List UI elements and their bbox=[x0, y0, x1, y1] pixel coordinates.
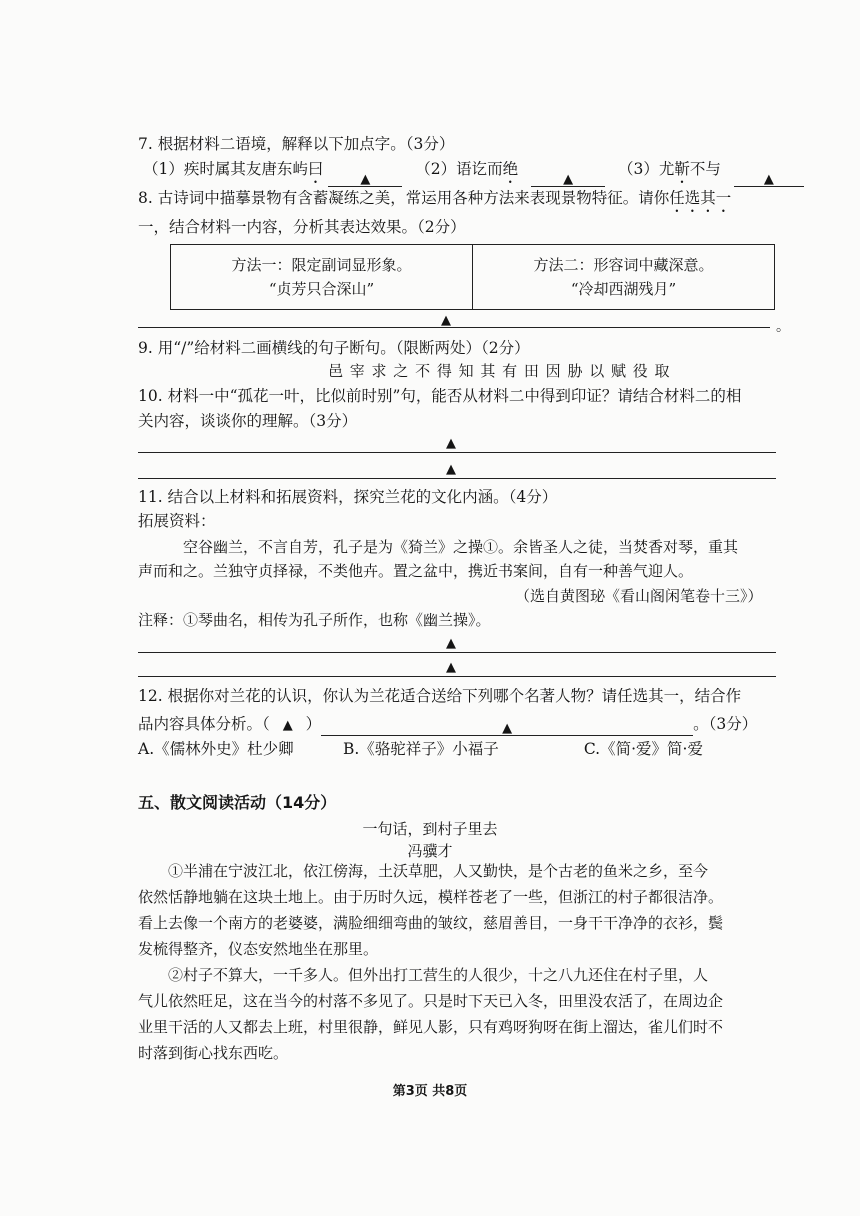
q7-item2-dot-char: 绝 bbox=[502, 160, 519, 178]
q10-answer-triangle-icon-1: ▲ bbox=[446, 436, 456, 451]
q11-stem: 11. 结合以上材料和拓展资料，探究兰花的文化内涵。（4分） bbox=[138, 488, 558, 506]
q8-method2-title: 方法二：形容词中藏深意。 bbox=[533, 256, 714, 274]
essay-paragraph-1 bbox=[138, 858, 778, 962]
p1-line: ①半浦在宁波江北，依江傍海，土沃草肥，人又勤快，是个古老的鱼米之乡，至今 bbox=[168, 862, 709, 880]
q11-answer-line-2[interactable] bbox=[138, 676, 776, 677]
p2-line: 气儿依然旺足，这在当今的村落不多见了。只是时下天已入冬，田里没农活了，在周边企 bbox=[138, 992, 724, 1010]
q12-line2-prefix: 品内容具体分析。（ bbox=[138, 715, 270, 733]
p2-line: ②村子不算大，一千多人。但外出打工营生的人很少，十之八九还住在村子里，人 bbox=[168, 966, 709, 984]
q8-emphasis: 任选其一 bbox=[669, 189, 732, 207]
answer-triangle-icon: ▲ bbox=[563, 172, 574, 187]
q12-line2-suffix: 。（3分） bbox=[693, 715, 758, 733]
q7-item3-prefix: （3）尤 bbox=[618, 160, 675, 178]
q11-ext-label: 拓展资料： bbox=[138, 512, 216, 530]
q10-answer-line-2[interactable] bbox=[138, 478, 776, 479]
q7-items bbox=[143, 159, 804, 187]
q11-answer-triangle-icon-1: ▲ bbox=[446, 636, 456, 651]
p1-line: 发梳得整齐，仪态安然地坐在那里。 bbox=[138, 940, 379, 958]
answer-triangle-icon: ▲ bbox=[763, 172, 774, 187]
p1-line: 看上去像一个南方的老婆婆，满脸细细弯曲的皱纹，慈眉善目，一身干干净净的衣衫，鬓 bbox=[138, 914, 724, 932]
q8-end-mark: 。 bbox=[776, 319, 790, 335]
q8-line1-text: 8. 古诗词中描摹景物有含蓄凝练之美，常运用各种方法来表现景物特征。请你 bbox=[138, 189, 670, 207]
q7-item1-dot-char: 曰 bbox=[307, 160, 324, 178]
q10-line1: 10. 材料一中“孤花一叶，比似前时别”句，能否从材料二中得到印证？请结合材料二的相 bbox=[138, 387, 742, 405]
q8-line1 bbox=[138, 188, 731, 216]
answer-triangle-icon: ▲ bbox=[360, 172, 371, 187]
q8-answer-line[interactable] bbox=[138, 327, 770, 328]
q11-ext-line2: 声而和之。兰独守贞择禄，不类他卉。置之盆中，携近书案间，自有一种善气迎人。 bbox=[138, 562, 694, 580]
q7-stem: 7. 根据材料二语境，解释以下加点字。（3分） bbox=[138, 135, 455, 153]
q12-line2 bbox=[138, 714, 757, 736]
q7-item3-dot-char: 靳 bbox=[674, 160, 690, 178]
q7-item2-prefix: （2）语讫而 bbox=[415, 160, 503, 178]
q7-item3-suffix: 不与 bbox=[689, 160, 721, 178]
page-footer: 第3页 共8页 bbox=[392, 1084, 468, 1099]
q7-item1-prefix: （1）疾时属其友唐东屿 bbox=[143, 160, 308, 178]
q10-answer-line-1[interactable] bbox=[138, 452, 776, 453]
q12-option-a: A.《儒林外史》杜少卿 bbox=[138, 740, 294, 758]
q11-answer-line-1[interactable] bbox=[138, 652, 776, 653]
q11-note: 注释：①琴曲名，相传为孔子所作，也称《幽兰操》。 bbox=[138, 611, 491, 629]
q7-answer-blank-3[interactable] bbox=[734, 168, 804, 187]
q12-options bbox=[138, 739, 703, 759]
section5-heading: 五、散文阅读活动（14分） bbox=[138, 793, 337, 812]
q9-stem: 9. 用“/”给材料二画横线的句子断句。（限断两处）（2分） bbox=[138, 339, 530, 357]
essay-paragraph-2 bbox=[138, 962, 778, 1066]
q7-answer-blank-2[interactable] bbox=[531, 168, 605, 187]
q12-choice-triangle-icon[interactable]: ▲ bbox=[282, 718, 293, 733]
q11-answer-triangle-icon-2: ▲ bbox=[446, 660, 456, 675]
essay-title: 一句话，到村子里去 bbox=[362, 820, 498, 838]
q8-methods-table bbox=[170, 244, 775, 310]
q8-method2-cell bbox=[473, 245, 775, 310]
q9-sentence: 邑 宰 求 之 不 得 知 其 有 田 因 胁 以 赋 役 取 bbox=[328, 362, 671, 380]
answer-triangle-icon: ▲ bbox=[502, 721, 513, 736]
p2-line: 业里干活的人又都去上班，村里很静，鲜见人影，只有鸡呀狗呀在街上溜达，雀儿们时不 bbox=[138, 1018, 724, 1036]
q8-line2: 一，结合材料一内容，分析其表达效果。（2分） bbox=[138, 218, 466, 236]
q10-answer-triangle-icon-2: ▲ bbox=[446, 462, 456, 477]
q10-line2: 关内容，谈谈你的理解。（3分） bbox=[138, 412, 358, 430]
q11-source: （选自黄图珌《看山阁闲笔卷十三》） bbox=[515, 587, 763, 605]
p1-line: 依然恬静地躺在这块土地上。由于历时久远，模样苍老了一些，但浙江的村子都很洁净。 bbox=[138, 888, 724, 906]
q11-ext-line1: 空谷幽兰，不言自芳，孔子是为《猗兰》之操①。余皆圣人之徒，当焚香对琴，重其 bbox=[183, 538, 739, 556]
q8-method2-example: “冷却西湖残月” bbox=[570, 280, 677, 298]
p2-line: 时落到街心找东西吃。 bbox=[138, 1044, 289, 1062]
q12-answer-blank[interactable] bbox=[321, 717, 693, 736]
q8-method1-example: “贞芳只合深山” bbox=[268, 280, 375, 298]
q12-option-c: C.《简·爱》简·爱 bbox=[583, 740, 703, 758]
q12-line2-mid: ） bbox=[305, 715, 322, 733]
q8-answer-triangle-icon: ▲ bbox=[441, 313, 451, 328]
q8-method1-cell bbox=[171, 245, 473, 310]
essay-author: 冯骥才 bbox=[407, 842, 453, 860]
q7-answer-blank-1[interactable] bbox=[328, 168, 402, 187]
q8-method1-title: 方法一：限定副词显形象。 bbox=[231, 256, 412, 274]
q12-option-b: B.《骆驼祥子》小福子 bbox=[342, 740, 499, 758]
q12-line1: 12. 根据你对兰花的认识，你认为兰花适合送给下列哪个名著人物？请任选其一，结合作 bbox=[138, 687, 742, 705]
